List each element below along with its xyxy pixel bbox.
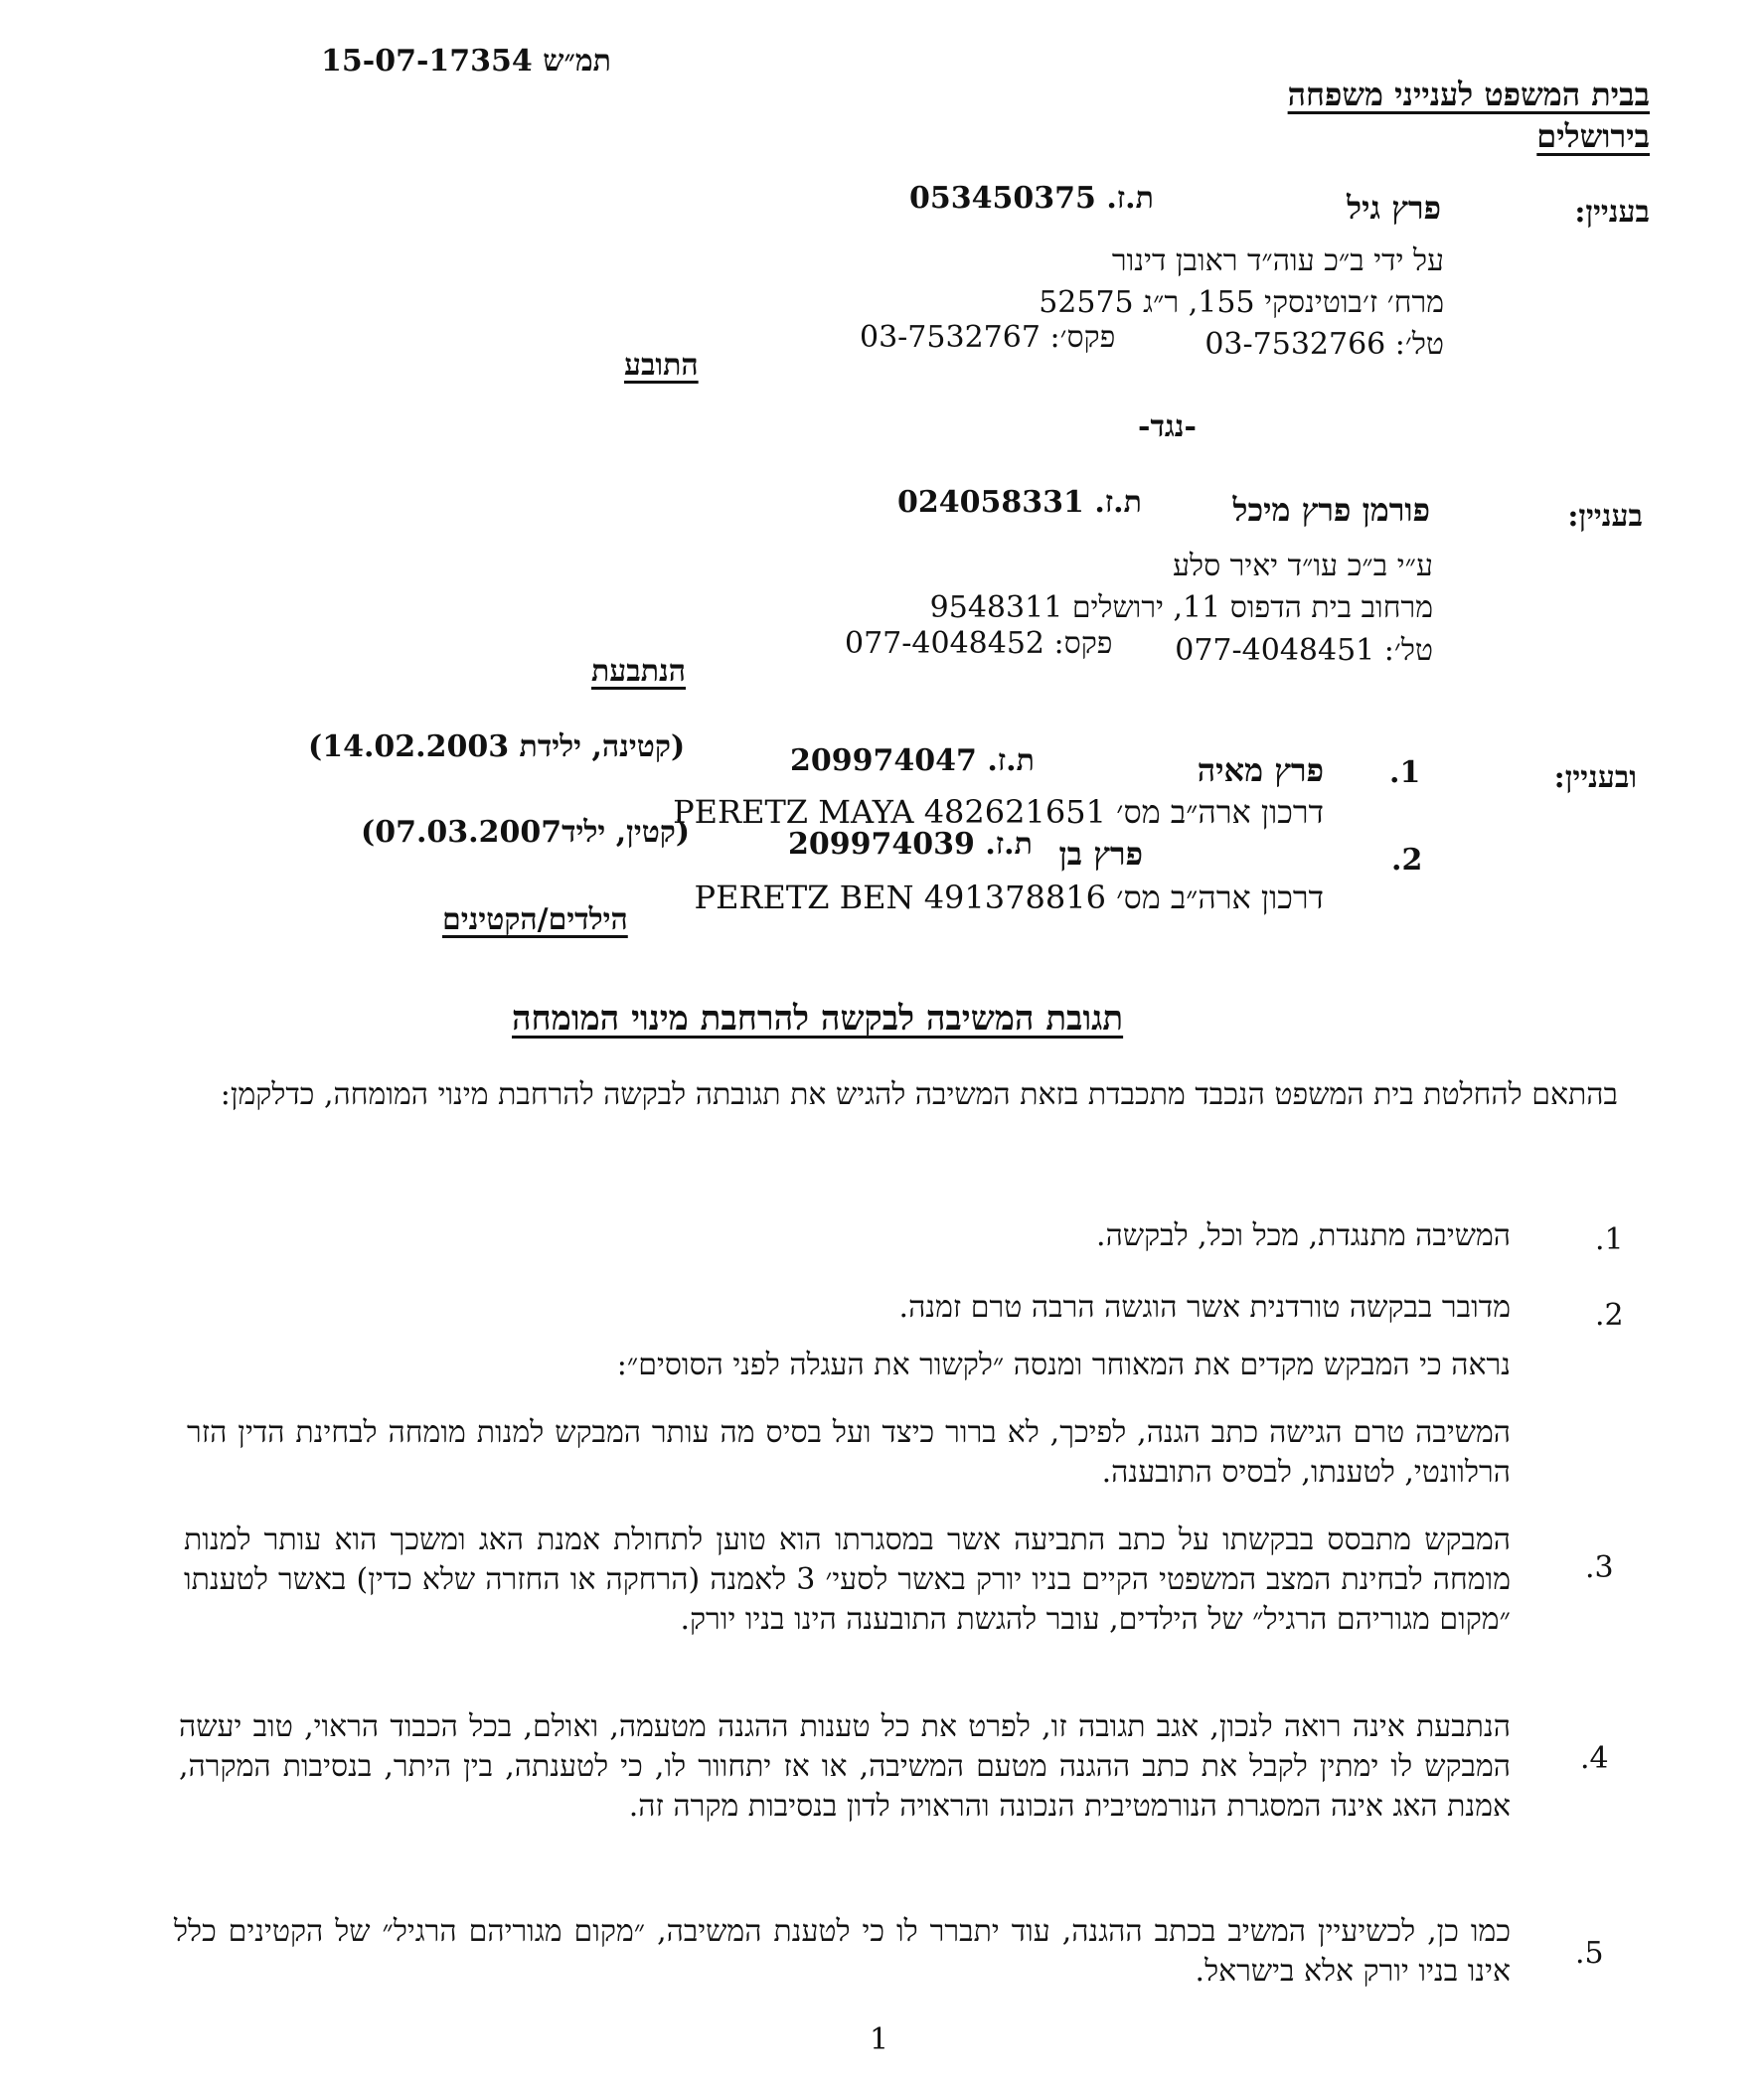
page-number: 1	[870, 2022, 889, 2057]
versus-label: -נגד-	[1138, 409, 1197, 444]
court-name-line1: בבית המשפט לענייני משפחה	[1287, 76, 1650, 113]
defendant-role: הנתבעת	[591, 654, 687, 689]
plaintiff-phone: טל׳: 03-7532766	[1204, 327, 1444, 362]
paragraph-3-number: .3	[1585, 1550, 1614, 1585]
paragraph-2-continuation-2: המשיבה טרם הגישה כתב הגנה, לפיכך, לא ברור כיצד ועל בסיס מה עותר המבקש למנות מומחה לבחינת הדין הזר הרלוונטי, לטענתו, לבסיס התובענה.	[187, 1415, 1511, 1490]
plaintiff-section-label: בעניין:	[1574, 195, 1650, 230]
child-2-id: ת.ז. 209974039	[788, 827, 1033, 862]
plaintiff-fax: פקס׳: 03-7532767	[860, 320, 1116, 355]
paragraph-2-continuation-1: נראה כי המבקש מקדים את המאוחר ומנסה ״לקשור את העגלה לפני הסוסים״:	[616, 1348, 1511, 1382]
defendant-section-label: בעניין:	[1567, 499, 1643, 534]
paragraph-2-text: מדובר בבקשה טורדנית אשר הוגשה הרבה טרם זמנה.	[898, 1290, 1511, 1325]
child-2-name: פרץ בן	[1058, 835, 1143, 873]
defendant-fax: פקס: 077-4048452	[845, 626, 1113, 661]
paragraph-2-number: .2	[1595, 1298, 1624, 1333]
plaintiff-address: מרח׳ ז׳בוטינסקי 155, ר״ג 52575	[1039, 285, 1444, 320]
defendant-id: ת.ז. 024058331	[897, 485, 1142, 520]
paragraph-5-text: כמו כן, לכשיעיין המשיב בכתב ההגנה, עוד יתברר לו כי לטענת המשיבה, ״מקום מגוריהם הרגיל״ של הקטינים כלל אינו בניו יורק אלא בישראל.	[174, 1914, 1511, 1989]
defendant-address: מרחוב בית הדפוס 11, ירושלים 9548311	[929, 590, 1433, 625]
child-1-note: (קטינה, ילידת 14.02.2003)	[308, 729, 686, 764]
child-2-number: .2	[1391, 843, 1423, 878]
child-1-name: פרץ מאיה	[1197, 751, 1324, 789]
children-section-label: ובעניין:	[1553, 760, 1637, 795]
defendant-phone: טל׳: 077-4048451	[1175, 633, 1433, 668]
paragraph-4-number: .4	[1580, 1741, 1609, 1776]
court-name-line2: בירושלים	[1536, 117, 1650, 155]
document-title: תגובת המשיבה לבקשה להרחבת מינוי המומחה	[512, 999, 1124, 1039]
plaintiff-name: פרץ גיל	[1347, 189, 1441, 227]
intro-paragraph: בהתאם להחלטת בית המשפט הנכבד מתכבדת בזאת המשיבה להגיש את תגובתה לבקשה להרחבת מינוי המומחה, כדלקמן:	[220, 1077, 1618, 1112]
child-1-number: .1	[1389, 755, 1421, 790]
paragraph-4-text: הנתבעת אינה רואה לנכון, אגב תגובה זו, לפרט את כל טענות ההגנה מטעמה, ואולם, בכל הכבוד הראוי, טוב יעשה המבקש לו ימתין לקבל את כתב ההגנה מטעם המשיבה, או אז יתחוור לו, כי לטענתה, בין היתר, בנסיבות המקרה, אמנת האג אינה המסגרת הנורמטיבית הנכונה והראויה לדון בנסיבות מקרה זה.	[179, 1709, 1511, 1824]
case-number: תמ״ש 15-07-17354	[321, 44, 611, 79]
paragraph-1-number: .1	[1595, 1222, 1624, 1257]
defendant-name: פורמן פרץ מיכל	[1232, 491, 1430, 529]
child-2-note: (קטין, יליד07.03.2007)	[361, 815, 691, 850]
paragraph-3-text: המבקש מתבסס בבקשתו על כתב התביעה אשר במסגרתו הוא טוען לתחולת אמנת האג ומשכך הוא עותר למנות מומחה לבחינת המצב המשפטי הקיים בניו יורק באשר לסעי׳ 3 לאמנה (הרחקה או החזרה שלא כדין) באשר לטענתו ״מקום מגוריהם הרגיל״ של הילדים, עובר להגשת התובענה הינו בניו יורק.	[184, 1522, 1511, 1637]
paragraph-5-number: .5	[1575, 1936, 1604, 1971]
child-2-passport: PERETZ BEN דרכון ארה״ב מס׳ 491378816	[694, 879, 1324, 916]
plaintiff-id: ת.ז. 053450375	[909, 181, 1154, 216]
child-1-passport: PERETZ MAYA דרכון ארה״ב מס׳ 482621651	[673, 793, 1324, 831]
children-role: הילדים/הקטינים	[442, 902, 628, 937]
plaintiff-role: התובע	[624, 348, 699, 383]
paragraph-1-text: המשיבה מתנגדת, מכל וכל, לבקשה.	[1096, 1218, 1511, 1253]
child-1-id: ת.ז. 209974047	[790, 743, 1035, 778]
plaintiff-representative: על ידי ב״כ עוה״ד ראובן דינור	[1111, 243, 1444, 278]
defendant-representative: ע״י ב״כ עו״ד יאיר סלע	[1173, 549, 1433, 583]
